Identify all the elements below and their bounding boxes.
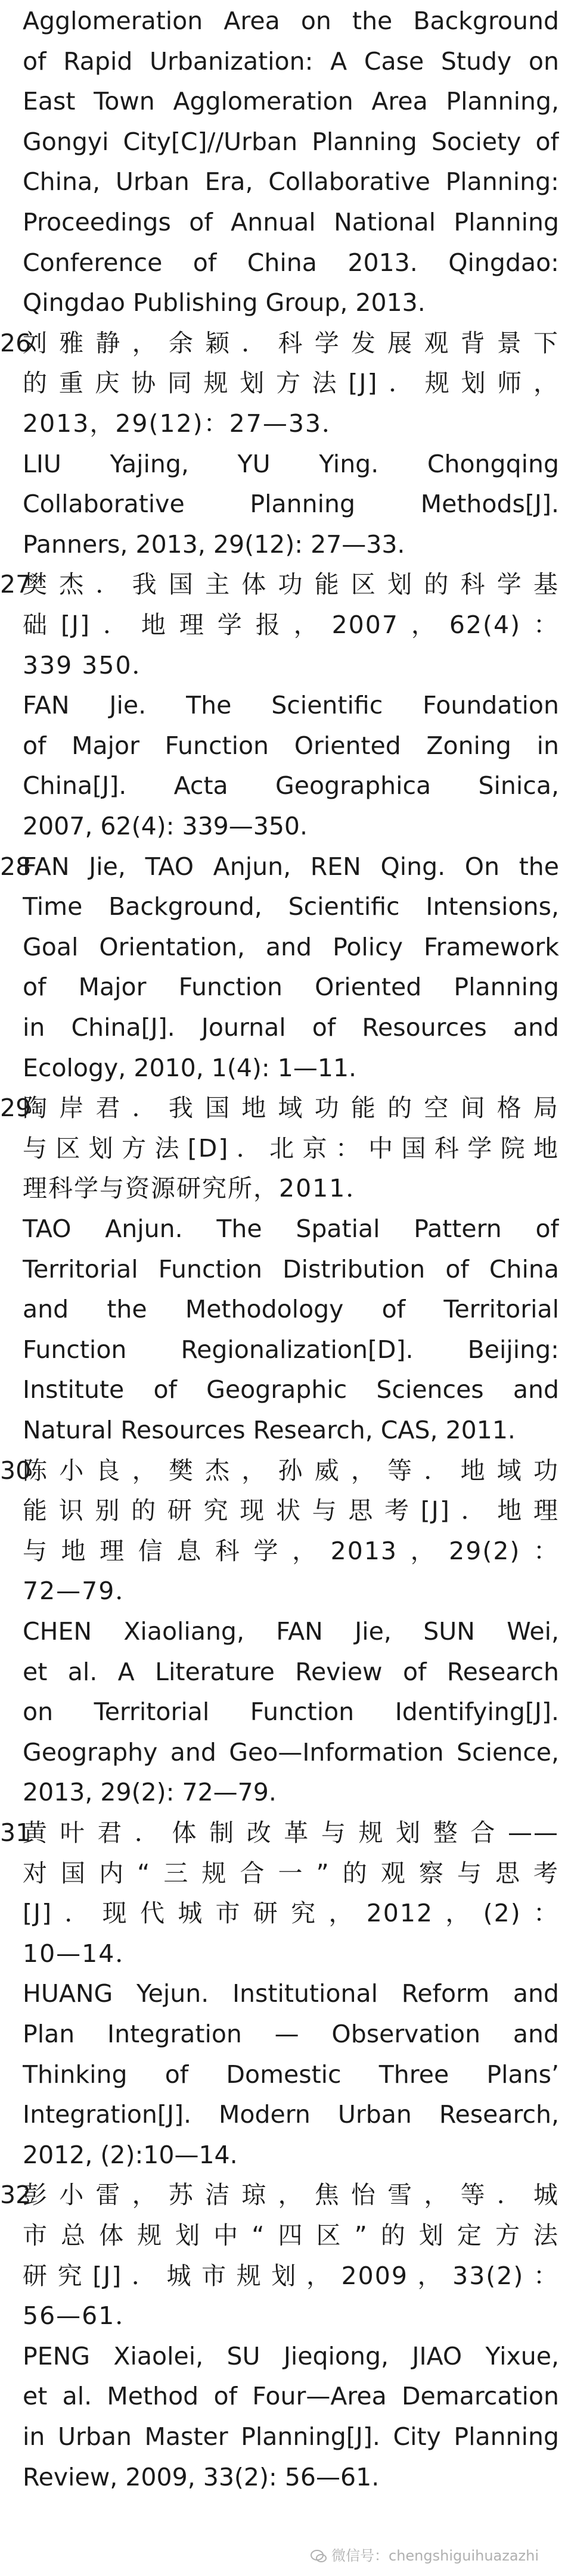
reference-line: China, Urban Era, Collaborative Planning: (23, 167, 559, 196)
reference-line: Panners, 2013, 29(12): 27—33. (23, 530, 405, 559)
reference-line: Thinking of Domestic Three Plans’ (23, 2060, 559, 2089)
reference-line: in China[J]. Journal of Resources and (23, 1013, 559, 1042)
reference-line: Review, 2009, 33(2): 56—61. (23, 2463, 380, 2491)
reference-line: Conference of China 2013. Qingdao: (23, 248, 559, 277)
reference-line: 黄叶君．体制改革与规划整合—— (23, 1818, 559, 1847)
reference-number: 26 (0, 329, 32, 357)
reference-line: Function Regionalization[D]. Beijing: (23, 1335, 559, 1364)
reference-line: and the Methodology of Territorial (23, 1295, 559, 1323)
reference-line: 72—79． (23, 1577, 141, 1605)
wechat-icon (310, 2547, 328, 2565)
reference-line: 研究[J]．城市规划，2009，33(2)： (23, 2262, 559, 2290)
reference-line: Proceedings of Annual National Planning (23, 208, 559, 236)
reference-number: 28 (0, 852, 32, 881)
reference-number: 27 (0, 570, 32, 599)
reference-line: Time Background, Scientific Intensions, (23, 892, 559, 921)
reference-line: 樊杰．我国主体功能区划的科学基 (23, 570, 559, 599)
reference-line: 础[J]．地理学报，2007，62(4)： (23, 610, 559, 639)
reference-line: of Major Function Oriented Planning (23, 973, 559, 1001)
reference-line: East Town Agglomeration Area Planning, (23, 87, 559, 116)
watermark (310, 2542, 539, 2569)
reference-line: PENG Xiaolei, SU Jieqiong, JIAO Yixue, (23, 2342, 559, 2371)
reference-line: 对国内“三规合一”的观察与思考 (23, 1859, 559, 1887)
reference-line: 2007, 62(4): 339—350. (23, 812, 308, 840)
reference-line: 彭小雷，苏洁琼，焦怡雪，等．城 (23, 2181, 559, 2209)
reference-line: Geography and Geo—Information Science, (23, 1738, 559, 1767)
reference-line: 陶岸君．我国地域功能的空间格局 (23, 1094, 559, 1122)
reference-line: in Urban Master Planning[J]. City Planning (23, 2422, 559, 2451)
reference-line: LIU Yajing, YU Ying. Chongqing (23, 450, 559, 478)
reference-line: Agglomeration Area on the Background (23, 7, 559, 35)
reference-line: 与区划方法[D]．北京：中国科学院地 (23, 1134, 559, 1163)
reference-line: Natural Resources Research, CAS, 2011. (23, 1416, 516, 1444)
reference-line: Territorial Function Distribution of China (23, 1255, 559, 1284)
reference-line: 339 350． (23, 651, 158, 680)
reference-line: of Major Function Oriented Zoning in (23, 731, 559, 760)
reference-line: 理科学与资源研究所，2011． (23, 1174, 372, 1203)
reference-line: 的重庆协同规划方法[J]．规划师， (23, 369, 559, 397)
reference-line: FAN Jie. The Scientific Foundation (23, 691, 559, 719)
reference-line: Integration[J]. Modern Urban Research, (23, 2100, 559, 2129)
reference-number: 31 (0, 1818, 32, 1847)
watermark-text: 微信号：chengshiguihuazazhi (331, 2547, 539, 2564)
reference-line: 2012, (2):10—14. (23, 2141, 238, 2169)
reference-line: 2013, 29(2): 72—79. (23, 1778, 277, 1806)
reference-line: et al. A Literature Review of Research (23, 1658, 559, 1686)
reference-number: 32 (0, 2181, 32, 2209)
reference-line: 刘雅静，余颖．科学发展观背景下 (23, 329, 559, 357)
reference-line: China[J]. Acta Geographica Sinica, (23, 771, 559, 800)
reference-line: [J]．现代城市研究，2012，(2)： (23, 1899, 559, 1927)
reference-line: 与地理信息科学，2013，29(2)： (23, 1537, 559, 1565)
reference-line: 56—61． (23, 2301, 141, 2330)
reference-line: TAO Anjun. The Spatial Pattern of (23, 1214, 559, 1243)
reference-line: Plan Integration — Observation and (23, 2020, 559, 2048)
reference-line: Collaborative Planning Methods[J]. (23, 490, 559, 518)
reference-line: 10—14． (23, 1939, 141, 1968)
reference-line: Institute of Geographic Sciences and (23, 1375, 559, 1404)
reference-number: 30 (0, 1456, 32, 1485)
reference-number: 29 (0, 1094, 32, 1122)
reference-line: Qingdao Publishing Group, 2013. (23, 288, 426, 317)
reference-line: CHEN Xiaoliang, FAN Jie, SUN Wei, (23, 1617, 559, 1646)
reference-line: Goal Orientation, and Policy Framework (23, 933, 559, 961)
reference-line: HUANG Yejun. Institutional Reform and (23, 1979, 559, 2008)
reference-line: et al. Method of Four—Area Demarcation (23, 2382, 559, 2410)
reference-line: FAN Jie, TAO Anjun, REN Qing. On the (23, 852, 559, 881)
reference-line: 能识别的研究现状与思考[J]．地理 (23, 1496, 559, 1525)
reference-line: of Rapid Urbanization: A Case Study on (23, 47, 559, 76)
reference-line: Ecology, 2010, 1(4): 1—11. (23, 1054, 357, 1082)
reference-line: on Territorial Function Identifying[J]. (23, 1697, 559, 1726)
reference-line: 市总体规划中“四区”的划定方法 (23, 2221, 559, 2250)
reference-line: 2013，29(12)：27—33． (23, 409, 348, 438)
reference-line: 陈小良，樊杰，孙威，等．地域功 (23, 1456, 559, 1485)
reference-line: Gongyi City[C]//Urban Planning Society of (23, 127, 559, 156)
